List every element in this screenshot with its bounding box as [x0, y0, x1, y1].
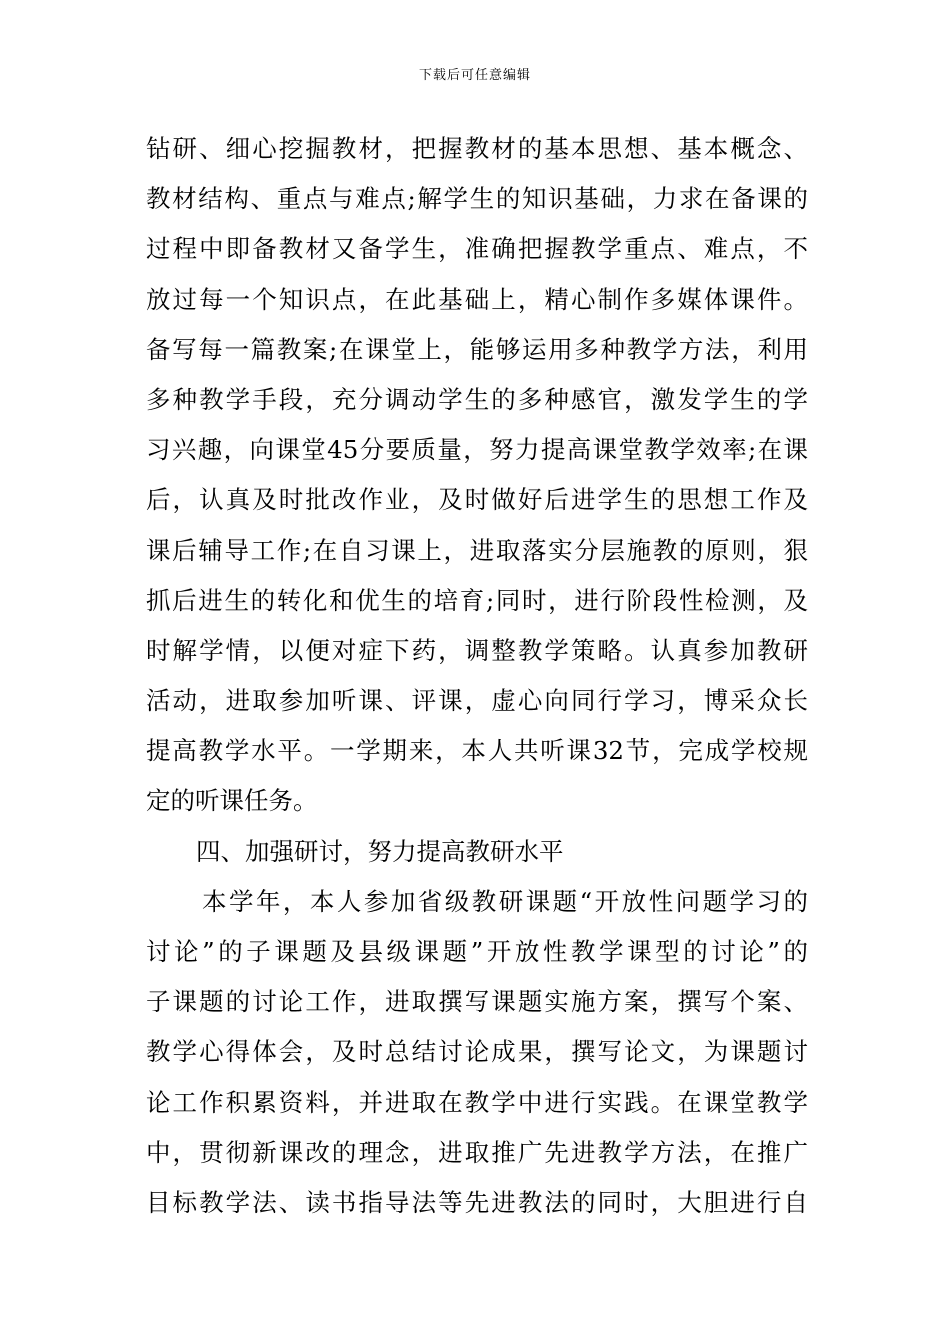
text-line: 多种教学手段，充分调动学生的多种感官，激发学生的学 — [146, 384, 808, 414]
text-line: 备写每一篇教案;在课堂上，能够运用多种教学方法，利用 — [146, 334, 808, 364]
text-line: 提高教学水平。一学期来，本人共听课32节，完成学校规 — [146, 736, 808, 766]
text-line: 讨论”的子课题及县级课题”开放性教学课型的讨论”的 — [146, 937, 808, 966]
text-line: 后，认真及时批改作业，及时做好后进学生的思想工作及 — [146, 485, 808, 515]
text-line: 时解学情，以便对症下药，调整教学策略。认真参加教研 — [146, 635, 808, 665]
text-line: 课后辅导工作;在自习课上，进取落实分层施教的原则，狠 — [146, 535, 808, 565]
text-line: 论工作积累资料，并进取在教学中进行实践。在课堂教学 — [146, 1087, 808, 1117]
text-line: 定的听课任务。 — [146, 786, 318, 816]
text-line: 中，贯彻新课改的理念，进取推广先进教学方法，在推广 — [146, 1137, 808, 1167]
text-line: 教学心得体会，及时总结讨论成果，撰写论文，为课题讨 — [146, 1037, 808, 1067]
text-line: 活动，进取参加听课、评课，虚心向同行学习，博采众长 — [146, 686, 808, 716]
text-line: 抓后进生的转化和优生的培育;同时，进行阶段性检测，及 — [146, 585, 808, 615]
page-header: 下载后可任意编辑 — [418, 68, 531, 83]
text-line: 子课题的讨论工作，进取撰写课题实施方案，撰写个案、 — [146, 987, 808, 1017]
document-body — [146, 124, 808, 1228]
text-line: 本学年，本人参加省级教研课题“开放性问题学习的 — [202, 886, 808, 916]
section-heading: 四、加强研讨，努力提高教研水平 — [196, 836, 564, 866]
text-line: 放过每一个知识点，在此基础上，精心制作多媒体课件。 — [146, 284, 808, 314]
text-line: 习兴趣，向课堂45分要质量，努力提高课堂教学效率;在课 — [146, 435, 808, 465]
text-line: 钻研、细心挖掘教材，把握教材的基本思想、基本概念、 — [146, 134, 808, 163]
text-line: 过程中即备教材又备学生，准确把握教学重点、难点，不 — [146, 234, 808, 264]
text-line: 目标教学法、读书指导法等先进教法的同时，大胆进行自 — [146, 1187, 808, 1217]
text-line: 教材结构、重点与难点;解学生的知识基础，力求在备课的 — [146, 184, 808, 214]
